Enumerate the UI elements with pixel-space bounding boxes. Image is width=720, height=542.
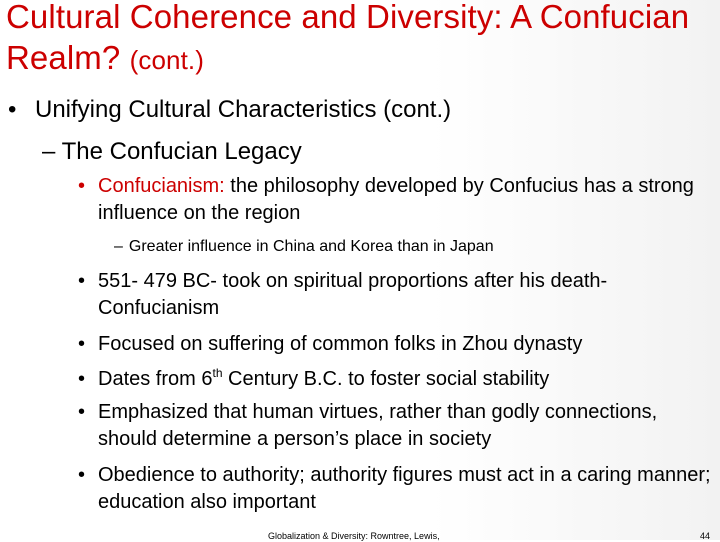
- bullet-text: Focused on suffering of common folks in Zhou dynasty: [98, 333, 583, 355]
- bullet-item-3: [78, 331, 714, 358]
- bullet-item-6: [78, 462, 714, 516]
- bullet-icon: •: [8, 96, 17, 123]
- bullet-icon: •: [78, 368, 86, 390]
- bullet-text: 551- 479 BC- took on spiritual proportions after his death- Confucianism: [98, 270, 608, 319]
- level1-text: Unifying Cultural Characteristics (cont.): [35, 96, 452, 123]
- item4-pre: Dates from 6: [98, 368, 213, 390]
- bullet-text: Obedience to authority; authority figures must act in a caring manner; education also important: [98, 464, 711, 513]
- bullet-item-5: [78, 399, 714, 453]
- bullet-icon: •: [78, 175, 86, 197]
- bullet-icon: •: [78, 270, 86, 292]
- bullet-item-2: [78, 268, 714, 322]
- level2-item: – The Confucian Legacy: [42, 138, 302, 165]
- bullet-icon: •: [78, 464, 86, 486]
- bullet-item-4: [78, 366, 714, 393]
- sub-bullet-text: Greater influence in China and Korea than in Japan: [128, 238, 494, 255]
- bullet-confucianism: [78, 173, 714, 227]
- bullet-text: Emphasized that human virtues, rather than godly connections, should determine a person’s place in society: [98, 401, 658, 450]
- title-suffix: (cont.): [129, 45, 204, 75]
- item4-superscript: th: [212, 366, 223, 380]
- footer-citation: Globalization & Diversity: Rowntree, Lewis,: [268, 531, 440, 541]
- title-main: Cultural Coherence and Diversity: A Confucian Realm?: [6, 0, 690, 76]
- bullet-icon: •: [78, 333, 86, 355]
- bullet-text: [98, 173, 714, 227]
- sub-bullet: [114, 236, 494, 258]
- slide-title: [6, 0, 718, 81]
- bullet-text: [98, 366, 714, 393]
- item4-post: Century B.C. to foster social stability: [222, 368, 550, 390]
- dash-icon: –: [114, 238, 123, 255]
- confucianism-definition: the philosophy developed by Confucius has a strong influence on the region: [98, 175, 694, 224]
- page-number: 44: [700, 531, 711, 541]
- confucianism-term: Confucianism:: [98, 175, 225, 197]
- bullet-icon: •: [78, 401, 86, 423]
